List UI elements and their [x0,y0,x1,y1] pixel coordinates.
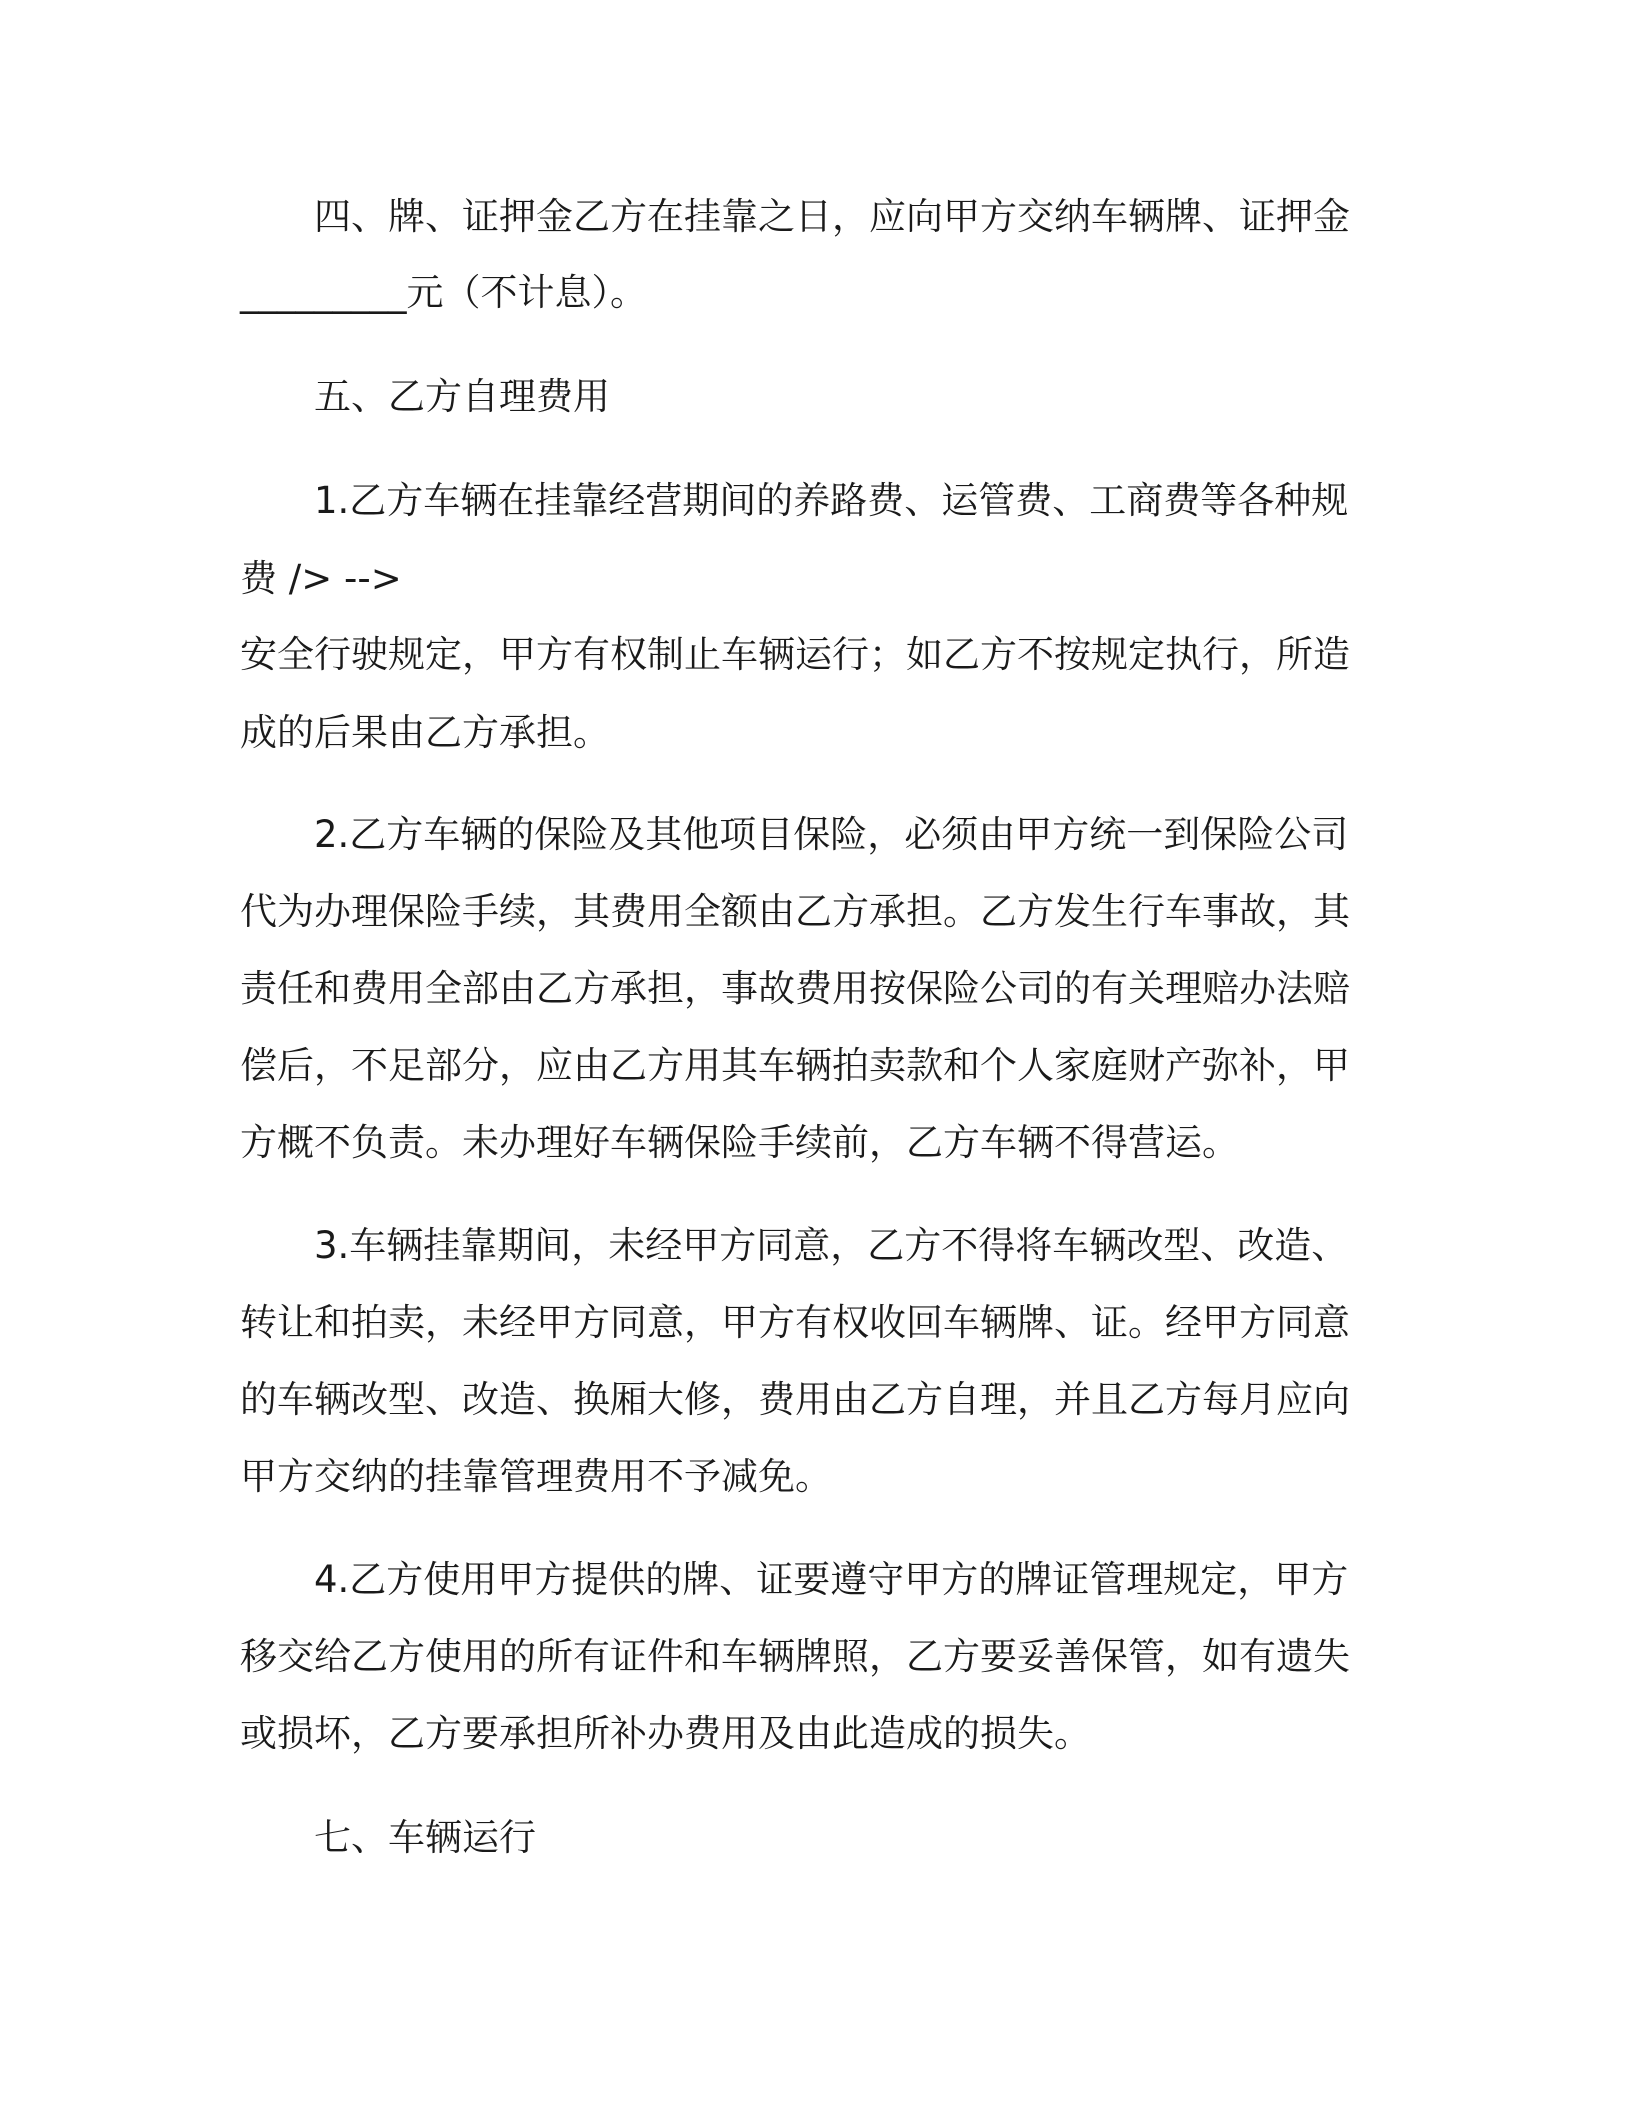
item-1-line-4: 成的后果由乙方承担。 [240,711,610,754]
item-3-line-1: 3.车辆挂靠期间，未经甲方同意，乙方不得将车辆改型、改造、 [314,1224,1349,1267]
item-4-line-2: 移交给乙方使用的所有证件和车辆牌照，乙方要妥善保管，如有遗失 [240,1635,1350,1678]
section-4-line-2: _________元（不计息）。 [240,271,647,314]
section-5-heading: 五、乙方自理费用 [314,375,610,418]
item-1-line-3: 安全行驶规定，甲方有权制止车辆运行；如乙方不按规定执行，所造 [240,633,1350,676]
section-4-line-1: 四、牌、证押金乙方在挂靠之日，应向甲方交纳车辆牌、证押金 [314,195,1350,238]
item-2-line-4: 偿后，不足部分，应由乙方用其车辆拍卖款和个人家庭财产弥补，甲 [240,1044,1350,1087]
item-2-line-5: 方概不负责。未办理好车辆保险手续前，乙方车辆不得营运。 [240,1121,1239,1164]
section-7-heading: 七、车辆运行 [314,1816,536,1859]
item-3-line-3: 的车辆改型、改造、换厢大修，费用由乙方自理，并且乙方每月应向 [240,1378,1350,1421]
item-1-line-1: 1.乙方车辆在挂靠经营期间的养路费、运管费、工商费等各种规 [314,479,1349,522]
item-2-line-3: 责任和费用全部由乙方承担，事故费用按保险公司的有关理赔办法赔 [240,967,1350,1010]
item-1-line-2: 费 /> --> [240,557,402,600]
item-2-line-1: 2.乙方车辆的保险及其他项目保险，必须由甲方统一到保险公司 [314,813,1349,856]
item-2-line-2: 代为办理保险手续，其费用全额由乙方承担。乙方发生行车事故，其 [240,890,1350,933]
item-4-line-1: 4.乙方使用甲方提供的牌、证要遵守甲方的牌证管理规定，甲方 [314,1558,1349,1601]
item-3-line-4: 甲方交纳的挂靠管理费用不予减免。 [240,1455,832,1498]
item-3-line-2: 转让和拍卖，未经甲方同意，甲方有权收回车辆牌、证。经甲方同意 [240,1301,1350,1344]
item-4-line-3: 或损坏，乙方要承担所补办费用及由此造成的损失。 [240,1712,1091,1755]
